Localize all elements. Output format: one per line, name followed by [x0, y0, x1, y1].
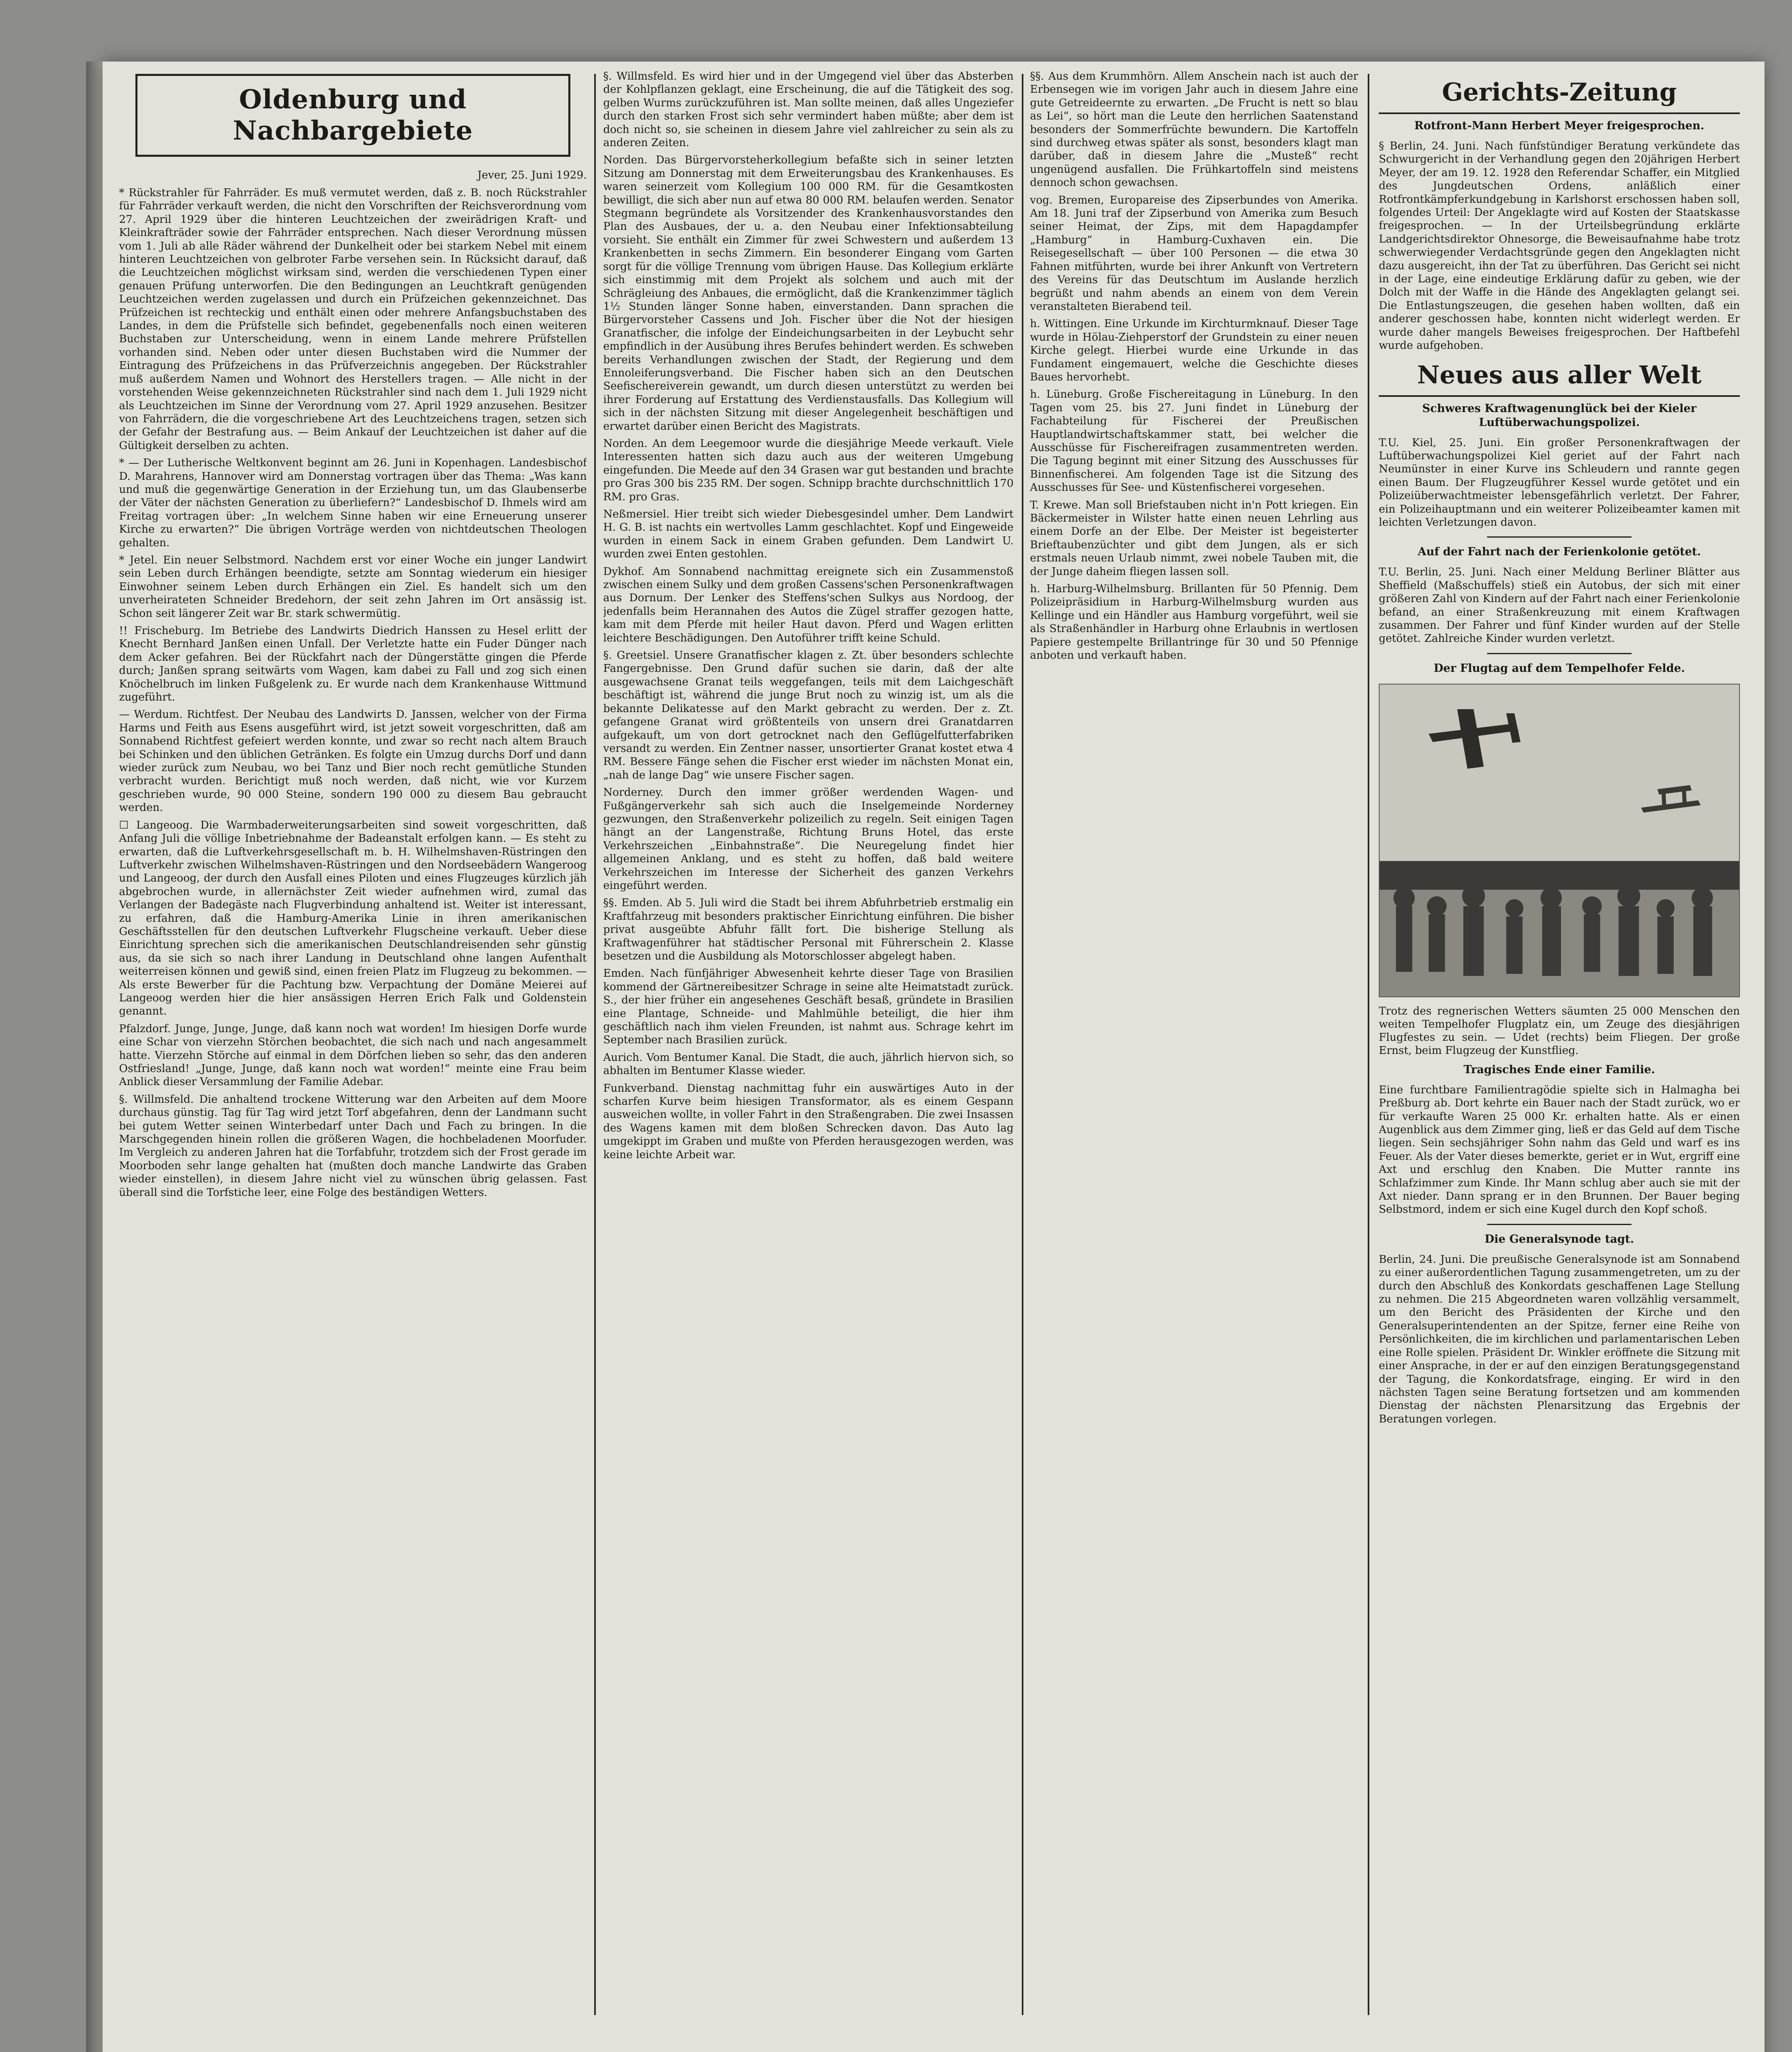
article-paragraph: * Jetel. Ein neuer Selbstmord. Nachdem erst vor einer Woche ein junger Landwirt sein Leben durch Erhängen beendigte, setzte am Sonntag wiederum ein hiesiger Einwohner seinem Leben durch Erhängen ein Ziel. Es handelt sich um den unverheirateten Schneider Bredehorn, der seit zehn Jahren im Ort ansässig ist. Schon seit längerer Zeit war Br. stark schwermütig.	[119, 554, 587, 620]
section-heading-world: Neues aus aller Welt	[1379, 361, 1740, 397]
article-subheading: Tragisches Ende einer Familie.	[1463, 1063, 1655, 1076]
photo-caption: Trotz des regnerischen Wetters säumten 25 000 Menschen den weiten Tempelhofer Flugplatz ein, um Zeuge des diesjährigen Flugfestes zu sein. — Udet (rechts) beim Fliegen. Der große Ernst, beim Flugzeug der Kunstflieg.	[1379, 1005, 1740, 1057]
column-4	[1379, 70, 1740, 2019]
column-rule	[1368, 74, 1369, 2015]
column-rule	[594, 74, 596, 2015]
article-paragraph: Norden. An dem Leegemoor wurde die diesjährige Meede verkauft. Viele Interessenten hatten sich dazu auch aus der weiteren Umgebung eingefunden. Die Meede auf den 34 Grasen war gut bestanden und brachte pro Gras 300 bis 235 RM. Der sogen. Schnipp brachte durchschnittlich 170 RM. pro Gras.	[603, 437, 1014, 503]
article-paragraph: — Werdum. Richtfest. Der Neubau des Landwirts D. Janssen, welcher von der Firma Harms und Feith aus Esens ausgeführt wird, ist jetzt soweit vorgeschritten, daß am Sonnabend Richtfest gefeiert werden konnte, und zwar so recht nach altem Brauch bei Schinken und den üblichen Getränken. Es folgte ein Umzug durchs Dorf und dann wieder zurück zum Neubau, wo bei Tanz und Bier noch recht gemütliche Stunden verbracht wurden. Berichtigt muß noch werden, daß nicht, wie vor Kurzem geschrieben wurde, 90 000 Steine, sondern 190 000 zu diesem Bau gebraucht werden.	[119, 708, 587, 814]
article-paragraph: T.U. Berlin, 25. Juni. Nach einer Meldung Berliner Blätter aus Sheffield (Maßschuffels) stieß ein Autobus, der sich mit einer größeren Zahl von Kindern auf der Fahrt nach einer Ferienkolonie befand, an einer Straßenkreuzung mit einem Kraftwagen zusammen. Der Fahrer und fünf Kinder wurden auf der Stelle getötet. Zahlreiche Kinder wurden verletzt.	[1379, 566, 1740, 645]
article-paragraph: * — Der Lutherische Weltkonvent beginnt am 26. Juni in Kopenhagen. Landesbischof D. Marahrens, Hannover wird am Donnerstag vortragen über das Thema: „Was kann und muß die gegenwärtige Generation in der Erziehung tun, um das Glaubenserbe der Väter der nächsten Generation zu überliefern?“ Landesbischof D. Ihmels wird am Freitag vortragen über: „In welchem Sinne haben wir eine Erneuerung unserer Kirche zu erwarten?“ Die übrigen Vorträge werden von nichtdeutschen Theologen gehalten.	[119, 457, 587, 549]
column-oldenburg	[119, 70, 587, 2019]
dateline: Jever, 25. Juni 1929.	[477, 169, 587, 181]
article-paragraph: Neßmersiel. Hier treibt sich wieder Diebesgesindel umher. Dem Landwirt H. G. B. ist nachts ein wertvolles Lamm geschlachtet. Kopf und Eingeweide wurden in einem Sack in einem Graben gefunden. Dem Landwirt U. wurden zwei Enten gestohlen.	[603, 508, 1014, 561]
article-paragraph: * Rückstrahler für Fahrräder. Es muß vermutet werden, daß z. B. noch Rückstrahler für Fahrräder verkauft werden, die nicht den Vorschriften der Reichsverordnung vom 27. April 1929 über die hinteren Leuchtzeichen der zweirädrigen Kraft- und Kleinkrafträder sowie der Fahrräder entsprechen. Nach dieser Verordnung müssen vom 1. Juli ab alle Räder während der Dunkelheit oder bei starkem Nebel mit einem hinteren Leuchtzeichen von gelbroter Farbe versehen sein. In Rücksicht darauf, daß die Leuchtzeichen möglichst wirksam sind, werden die verschiedenen Typen einer genauen Prüfung unterworfen. Die den Bedingungen an Leuchtkraft genügenden Leuchtzeichen werden zugelassen und durch ein Prüfzeichen gekennzeichnet. Das Prüfzeichen ist rechteckig und enthält einen oder mehrere Anfangsbuchstaben des Landes, in dem die Prüfstelle sich befindet, gegebenenfalls noch einen weiteren Buchstaben zur Unterscheidung, wenn in einem Lande mehrere Prüfstellen vorhanden sind. Neben oder unter diesen Buchstaben wird die Nummer der Eintragung des Prüfzeichens in das Prüfverzeichnis angegeben. Der Rückstrahler muß außerdem Namen und Wohnort des Herstellers tragen. — Alle nicht in der vorstehenden Weise gekennzeichneten Rückstrahler sind nach dem 1. Juli 1929 nicht als Leuchtzeichen im Sinne der Verordnung vom 27. April 1929 anzusehen. Besitzer von Fahrrädern, die die vorgeschriebene Art des Leuchtzeichens tragen, setzen sich der Gefahr der Bestrafung aus. — Beim Ankauf der Leuchtzeichen ist daher auf die Gültigkeit derselben zu achten.	[119, 187, 587, 452]
article-paragraph: §. Willmsfeld. Es wird hier und in der Umgegend viel über das Absterben der Kohlpflanzen geklagt, eine Erscheinung, die auf die Tätigkeit des sog. gelben Wurms zurückzuführen ist. Man sollte meinen, daß alles Ungeziefer durch den starken Frost sich sehr vermindert haben müßte; aber dem ist doch nicht so, sie scheinen in diesem Jahre viel zahlreicher zu sein als zu anderen Zeiten.	[603, 70, 1014, 149]
separator	[1487, 1224, 1632, 1225]
article-paragraph: !! Frischeburg. Im Betriebe des Landwirts Diedrich Hanssen zu Hesel erlitt der Knecht Bernhard Janßen einen Unfall. Der Verletzte hatte ein Fuder Dünger nach dem Acker gefahren. Bei der Rückfahrt nach der Düngerstätte gingen die Pferde durch; Janßen sprang seitwärts vom Wagen, kam dabei zu Fall und zog sich einen Knöchelbruch im linken Fußgelenk zu. Er wurde nach dem Krankenhause Wittmund zugeführt.	[119, 625, 587, 704]
masthead-title: Oldenburg und Nachbargebiete	[233, 84, 473, 146]
section-heading-court: Gerichts-Zeitung	[1379, 78, 1740, 114]
article-paragraph: Eine furchtbare Familientragödie spielte sich in Halmagha bei Preßburg ab. Dort kehrte ein Bauer nach der Stadt zurück, wo er für verkaufte Waren 25 000 Kr. erhalten hatte. Als er einen Augenblick aus dem Zimmer ging, ließ er das Geld auf dem Tische liegen. Sein sechsjähriger Sohn nahm das Geld und warf es ins Feuer. Als der Vater dieses bemerkte, geriet er in Wut, ergriff eine Axt und erschlug den Knaben. Die Mutter rannte ins Schlafzimmer zum Kinde. Ihr Mann schlug aber auch sie mit der Axt nieder. Dann sprang er in den Brunnen. Der Bauer beging Selbstmord, indem er sich eine Kugel durch den Kopf schoß.	[1379, 1083, 1740, 1216]
article-paragraph: ☐ Langeoog. Die Warmbaderweiterungsarbeiten sind soweit vorgeschritten, daß Anfang Juli die völlige Inbetriebnahme der Badeanstalt erfolgen kann. — Es steht zu erwarten, daß die Luftverkehrsgesellschaft m. b. H. Wilhelmshaven-Rüstringen den Luftverkehr zwischen Wilhelmshaven-Rüstringen und den Nordseebädern Wangeroog und Langeoog, der durch den Ausfall eines Piloten und eines Flugzeuges kürzlich jäh abgebrochen wurde, in allernächster Zeit wieder aufnehmen wird, zumal das Verlangen der Badegäste nach Flugverbindung anhaltend ist. Weiter ist interessant, zu erfahren, daß die Hamburg-Amerika Linie in ihren amerikanischen Geschäftsstellen für den deutschen Luftverkehr Flugscheine verkauft. Ueber diese Einrichtung sprechen sich die amerikanischen Deutschlandreisenden sehr günstig aus, da sie sich so nach ihrer Landung in Deutschland ohne langen Aufenthalt weiterreisen können und gewiß sind, einen freien Platz im Flugzeug zu bekommen. — Als erste Bewerber für die Pachtung bzw. Verpachtung der Domäne Meierei auf Langeoog werden hier die hier ansässigen Herren Erich Falk und Goldenstein genannt.	[119, 819, 587, 1018]
article-paragraph: Norderney. Durch den immer größer werdenden Wagen- und Fußgängerverkehr sah sich auch die Inselgemeinde Norderney gezwungen, den Straßenverkehr polizeilich zu regeln. Seit einigen Tagen hängt an der Langenstraße, Richtung Bruns Hotel, das erste Verkehrszeichen „Einbahnstraße“. Die Neuregelung findet hier allgemeinen Anklang, und es steht zu hoffen, daß bald weitere Verkehrszeichen im Interesse der Sicherheit des ganzen Verkehrs eingeführt werden.	[603, 786, 1014, 892]
article-subheading: Rotfront-Mann Herbert Meyer freigesprochen.	[1414, 119, 1705, 132]
separator	[1487, 653, 1632, 654]
article-paragraph: §. Willmsfeld. Die anhaltend trockene Witterung war den Arbeiten auf dem Moore durchaus günstig. Tag für Tag wird jetzt Torf abgefahren, denn der Landmann sucht bei gutem Wetter seinen Winterbedarf unter Dach und Fach zu bringen. In die Marschgegenden hinein rollen die größeren Wagen, die hochbeladenen Moorfuder. Im Vergleich zu anderen Jahren hat die Torfabfuhr, trotzdem sich der Frost gerade im Moorboden sehr lange gehalten hat (mußten doch manche Landwirte das Graben wieder einstellen), in diesem Jahre nicht viel zu wünschen übrig gelassen. Fast überall sind die Torfstiche leer, eine Folge des beständigen Wetters.	[119, 1093, 587, 1199]
article-paragraph: Emden. Nach fünfjähriger Abwesenheit kehrte dieser Tage von Brasilien kommend der Gärtnereibesitzer Schrage in seine alte Heimatstadt zurück. S., der hier früher ein angesehenes Geschäft besaß, gründete in Brasilien eine Plantage, Schneide- und Mahlmühle beteiligt, die hier ihm geschäftlich nach ihm vielen Freunden, ist nahmt aus. Schrage kehrt im September nach Brasilien zurück.	[603, 967, 1014, 1047]
article-paragraph: T. Krewe. Man soll Briefstauben nicht in'n Pott kriegen. Ein Bäckermeister in Wilster hatte einen neuen Lehrling aus einem Dorfe an der Elbe. Der Meister ist begeisterter Brieftaubenzüchter und gibt dem Jungen, als er sich erstmals neuen Urlaub nimmt, zwei nobele Tauben mit, die der Junge daheim fliegen lassen soll.	[1030, 499, 1358, 578]
article-paragraph: § Berlin, 24. Juni. Nach fünfstündiger Beratung verkündete das Schwurgericht in der Verhandlung gegen den 20jährigen Herbert Meyer, der am 19. 12. 1928 den Referendar Schaffer, ein Mitglied des Jungdeutschen Ordens, anläßlich einer Rotfrontkämpferkundgebung in Karlshorst erschossen haben soll, folgendes Urteil: Der Angeklagte wird auf Kosten der Staatskasse freigesprochen. — In der Urteilsbegründung erklärte Landgerichtsdirektor Ohnesorge, die Beweisaufnahme habe trotz schwerwiegender Verdachtsgründe gegen den Angeklagten nicht dazu ausgereicht, ihn der Tat zu überführen. Das Gericht sei nicht in der Lage, eine eindeutige Erklärung dafür zu geben, wie der Dolch mit der Waffe in die Hände des Angeklagten gelangt sei. Die Entlastungszeugen, die gesehen haben wollten, daß ein anderer geschossen habe, konnten nicht widerlegt werden. Er wurde daher mangels Beweises freigesprochen. Der Haftbefehl wurde aufgehoben.	[1379, 140, 1740, 352]
article-paragraph: §§. Emden. Ab 5. Juli wird die Stadt bei ihrem Abfuhrbetrieb erstmalig ein Kraftfahrzeug mit besonders praktischer Einrichtung einführen. Die bisher privat ausgeübte Abfuhr fällt fort. Die bisherige Stellung als Kraftwagenführer hat städtischer Personal mit Führerschein 2. Klasse besetzen und die Ausbildung als Motorschlosser abgelegt haben.	[603, 897, 1014, 962]
article-paragraph: §. Greetsiel. Unsere Granatfischer klagen z. Zt. über besonders schlechte Fangergebnisse. Den Grund dafür suchen sie darin, daß der alte ausgewachsene Granat teils weggefangen, teils mit dem Laichgeschäft beschäftigt ist, während die junge Brut noch zu winzig ist, um als die bekannte Delikatesse auf den Markt gebracht zu werden. Der z. Zt. gefangene Granat wird größtenteils von unsern drei Granatdarren aufgekauft, um von dort getrocknet nach den Geflügelfutterfabriken versandt zu werden. Ein Zentner nasser, unsortierter Granat kostet etwa 4 RM. Bessere Fänge sehen die Fischer erst wieder im nächsten Monat ein, „nah de lange Dag“ wie unsere Fischer sagen.	[603, 649, 1014, 781]
airshow-illustration	[1380, 685, 1739, 996]
airshow-photo	[1379, 684, 1740, 997]
article-subheading: Auf der Fahrt nach der Ferienkolonie getötet.	[1417, 545, 1701, 559]
article-subheading: Schweres Kraftwagenunglück bei der Kieler Luftüberwachungspolizei.	[1422, 402, 1697, 429]
article-paragraph: Pfalzdorf. Junge, Junge, Junge, daß kann noch wat worden! Im hiesigen Dorfe wurde eine Schar von vierzehn Störchen beobachtet, die sich nach und nach angesammelt hatte. Vierzehn Störche auf einmal in dem Dörfchen lieben so sehr, das den anderen Ostfriesland! „Junge, Junge, daß kann noch wat worden!“ meinte eine Frau beim Anblick dieser Versammlung der Familie Adebar.	[119, 1022, 587, 1088]
page-edge	[86, 62, 103, 2052]
article-paragraph: Funkverband. Dienstag nachmittag fuhr ein auswärtiges Auto in der scharfen Kurve beim hiesigen Transformator, als es einem Gespann ausweichen wollte, in voller Fahrt in den Straßengraben. Die zwei Insassen des Wagens kamen mit dem bloßen Schrecken davon. Das Auto lag umgekippt im Graben und mußte von Pferden herausgezogen werden, was keine leichte Arbeit war.	[603, 1082, 1014, 1161]
column-rule	[1022, 74, 1023, 2015]
photo-title: Der Flugtag auf dem Tempelhofer Felde.	[1433, 662, 1685, 675]
article-paragraph: Norden. Das Bürgervorsteherkollegium befaßte sich in seiner letzten Sitzung am Donnerstag mit dem Erweiterungsbau des Krankenhauses. Es waren seinerzeit vom Kollegium 100 000 RM. für die Gesamtkosten bewilligt, die sich aber nun auf etwa 80 000 RM. belaufen werden. Senator Stegmann begründete als Vorsitzender des Krankenhausvorstandes den Plan des Ausbaues, der u. a. den Neubau einer Infektionsabteilung vorsieht. Sie enthält ein Zimmer für zwei Schwestern und außerdem 13 Krankenbetten in sechs Zimmern. Ein besonderer Eingang vom Garten sorgt für die völlige Trennung vom übrigen Hause. Das Kollegium erklärte sich einstimmig mit dem Projekt als solchem und auch mit der Schrägleiung des Anbaues, die ermöglicht, daß die Krankenzimmer täglich 1½ Stunden länger Sonne haben, einverstanden. Dann sprachen die Bürgervorsteher Cassens und Joh. Fischer über die Not der hiesigen Granatfischer, die infolge der Eindeichungsarbeiten in der Leybucht sehr empfindlich in der Ausübung ihres Berufes behindert werden. Es schweben bereits Verhandlungen zwischen der Stadt, der Regierung und dem Ennoleiferungsverband. Die Fischer haben sich an den Deutschen Seefischereiverein gewandt, um durch diesen unterstützt zu werden bei ihrer Forderung auf Erstattung des Verdienstausfalls. Das Kollegium will sich in der nächsten Sitzung mit dieser Angelegenheit beschäftigen und erwartet darüber einen Bericht des Magistrats.	[603, 154, 1014, 433]
article-paragraph: h. Harburg-Wilhelmsburg. Brillanten für 50 Pfennig. Dem Polizeipräsidium in Harburg-Wilhelmsburg wurden aus Kellinge und ein Händler aus Hamburg vorgeführt, weil sie als Straßenhändler in Harburg ohne Erlaubnis in wertlosen Papiere gestempelte Brillantringe für 30 und 50 Pfennige anboten und verkauft haben.	[1030, 583, 1358, 662]
column-3	[1030, 70, 1358, 2019]
column-2	[603, 70, 1014, 2019]
article-paragraph: T.U. Kiel, 25. Juni. Ein großer Personenkraftwagen der Luftüberwachungspolizei Kiel geriet auf der Fahrt nach Neumünster in einer Kurve ins Schleudern und rannte gegen einen Baum. Der Flugzeugführer Kessel wurde getötet und ein Polizeiüberwachtmeister lebensgefährlich verletzt. Der Fahrer, ein Polizeihauptmann und ein weiterer Polizeibeamter kamen mit leichten Verletzungen davon.	[1379, 436, 1740, 529]
section-masthead	[135, 74, 570, 157]
article-paragraph: vog. Bremen, Europareise des Zipserbundes von Amerika. Am 18. Juni traf der Zipserbund von Amerika zum Besuch seiner Heimat, der Zips, mit dem Hapagdampfer „Hamburg“ in Hamburg-Cuxhaven ein. Die Reisegesellschaft — über 100 Personen — die etwa 30 Fahnen mitführten, wurde bei ihrer Ankunft von Vertretern des Vereins für das Deutschtum im Auslande herzlich begrüßt und nahm abends an einem von dem Verein veranstalteten Bierabend teil.	[1030, 194, 1358, 313]
article-subheading: Die Generalsynode tagt.	[1485, 1232, 1634, 1246]
separator	[1487, 536, 1632, 538]
article-paragraph: Berlin, 24. Juni. Die preußische Generalsynode ist am Sonnabend zu einer außerordentlichen Tagung zusammengetreten, um zu der durch den Abschluß des Konkordats geschaffenen Lage Stellung zu nehmen. Die 215 Abgeordneten waren vollzählig versammelt, um den Bericht des Präsidenten der Kirche und den Generalsuperintendenten an der Spitze, ferner eine Reihe von Persönlichkeiten, die im kirchlichen und parlamentarischen Leben eine Rolle spielen. Präsident Dr. Winkler eröffnete die Sitzung mit einer Ansprache, in der er auf den einzigen Beratungsgegenstand der Tagung, die Konkordatsfrage, einging. Er wird in den nächsten Tagen seine Beratung fortsetzen und am kommenden Dienstag der nächsten Plenarsitzung das Ergebnis der Beratungen vorlegen.	[1379, 1253, 1740, 1425]
article-paragraph: h. Lüneburg. Große Fischereitagung in Lüneburg. In den Tagen vom 25. bis 27. Juni findet in Lüneburg der Fachabteilung für Fischerei der Preußischen Hauptlandwirtschaftskammer statt, bei welcher die Ausschüsse für Fischereifragen zusammentreten werden. Die Tagung beginnt mit einer Sitzung des Ausschusses für Binnenfischerei. Am folgenden Tage ist die Sitzung des Ausschusses für See- und Küstenfischerei vorgesehen.	[1030, 388, 1358, 494]
article-paragraph: §§. Aus dem Krummhörn. Allem Anschein nach ist auch der Erbensegen wie im vorigen Jahr auch in diesem Jahre eine gute Getreideernte zu erwarten. „De Frucht is nett so blau as Lei“, so hört man die Leute den herrlichen Saatenstand besonders der Sommerfrüchte bewundern. Die Kartoffeln sind durchweg etwas später als sonst, besonders klagt man darüber, daß in diesem Jahre die „Musteß“ recht ungenügend ausfallen. Die Frühkartoffeln sind meistens dennoch schon gewachsen.	[1030, 70, 1358, 189]
article-paragraph: h. Wittingen. Eine Urkunde im Kirchturmknauf. Dieser Tage wurde in Hölau-Ziehperstorf der Grundstein zu einer neuen Kirche gelegt. Hierbei wurde eine Urkunde in das Fundament eingemauert, welche die Geschichte dieses Baues hervorhebt.	[1030, 318, 1358, 383]
article-paragraph: Dykhof. Am Sonnabend nachmittag ereignete sich ein Zusammenstoß zwischen einem Sulky und dem großen Cassens'schen Personenkraftwagen aus Dornum. Der Lenker des Steffens'schen Sulkys aus Nordoog, der jedenfalls beim Herannahen des Autos die Zügel straffer gezogen hatte, kam mit dem Pferde mit heiler Haut davon. Pferd und Wagen erlitten leichtere Beschädigungen. Den Autoführer trifft keine Schuld.	[603, 565, 1014, 644]
article-paragraph: Aurich. Vom Bentumer Kanal. Die Stadt, die auch, jährlich hiervon sich, so abhalten im Bentumer Klasse wieder.	[603, 1051, 1014, 1077]
